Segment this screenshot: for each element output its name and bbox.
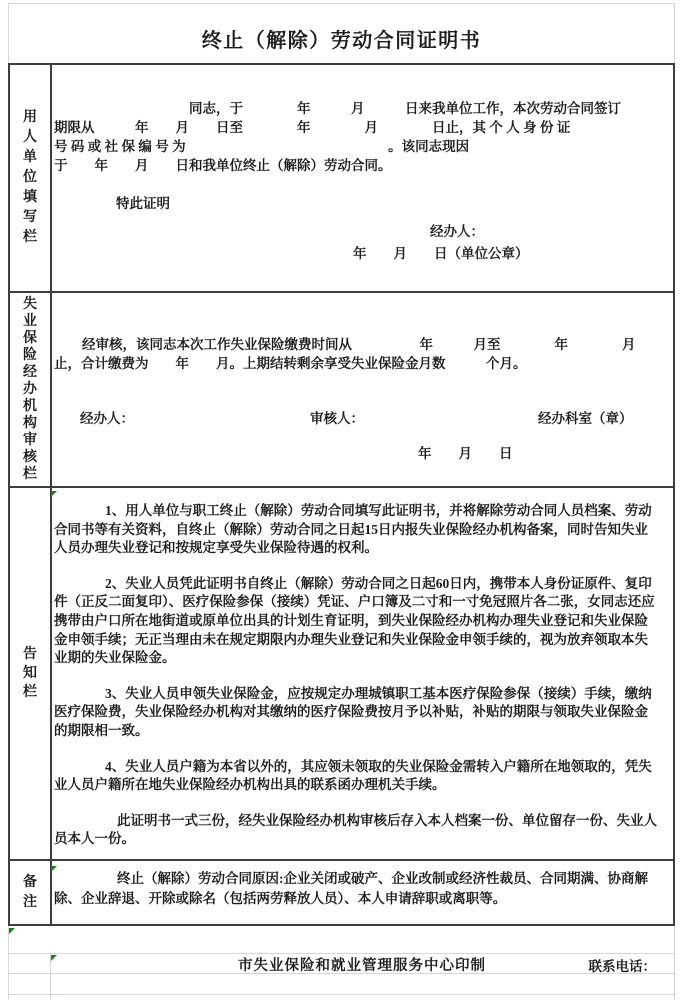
notice-text-block bbox=[52, 488, 673, 849]
cell-indicator-triangle-icon bbox=[51, 491, 57, 497]
notice-section-label: 告 知 栏 bbox=[23, 646, 37, 700]
insurance-text-block bbox=[52, 293, 673, 373]
footer-row[interactable] bbox=[52, 954, 672, 974]
gridline bbox=[8, 994, 675, 995]
cell-indicator-triangle-icon bbox=[9, 928, 15, 934]
insurance-line-2: 止，合计缴费为 年 月。上期结转剩余享受失业保险金月数 个月。 bbox=[54, 356, 527, 371]
insurance-date-line: 年 月 日 bbox=[418, 446, 513, 461]
remarks-section-label: 备 注 bbox=[23, 874, 37, 910]
employer-line-3: 号 码 或 社 保 编 号 为 。该同志现因 bbox=[54, 139, 470, 154]
insurance-handler-label: 经办人： bbox=[80, 411, 134, 426]
cell-indicator-triangle-icon bbox=[51, 866, 57, 872]
page-title: 终止（解除）劳动合同证明书 bbox=[201, 30, 482, 52]
table-row bbox=[10, 859, 673, 924]
notice-section-label-cell[interactable] bbox=[10, 488, 52, 859]
form-table bbox=[8, 63, 675, 926]
table-row bbox=[10, 486, 673, 859]
remarks-text-block bbox=[52, 861, 673, 908]
notice-paragraph-5: 此证明书一式三份，经失业保险经办机构审核后存入本人档案一份、单位留存一份、失业人员本人一份。 bbox=[54, 812, 657, 847]
employer-date-seal-line: 年 月 日（单位公章） bbox=[353, 246, 529, 261]
employer-text-block bbox=[52, 65, 673, 213]
insurance-reviewer-label: 审核人： bbox=[310, 411, 364, 426]
table-row bbox=[10, 65, 673, 291]
remarks-section-label-cell[interactable] bbox=[10, 861, 52, 924]
printed-by-label: 市失业保险和就业管理服务中心印制 bbox=[238, 958, 486, 974]
insurance-line-1: 经审核，该同志本次工作失业保险缴费时间从 年 月至 年 月 bbox=[82, 337, 636, 352]
remarks-content-cell[interactable] bbox=[52, 861, 673, 924]
employer-line-2: 期限从 年 月 日至 年 月 日止，其 个 人 身 份 证 bbox=[54, 120, 571, 135]
employer-content-cell[interactable] bbox=[52, 65, 673, 291]
employer-section-label: 用 人 单 位 填 写 栏 bbox=[23, 110, 37, 245]
notice-paragraph-3: 3、失业人员申领失业保险金，应按规定办理城镇职工基本医疗保险参保（接续）手续，缴纳医疗保险费，失业保险经办机构对其缴纳的医疗保险费按月予以补贴，补贴的期限与领取失业保险金的期限相一致。 bbox=[54, 685, 652, 738]
certify-statement: 特此证明 bbox=[116, 196, 170, 211]
remarks-text: 终止（解除）劳动合同原因:企业关闭或破产、企业改制或经济性裁员、合同期满、协商解除、企业辞退、开除或除名（包括两劳释放人员）、本人申请辞职或离职等。 bbox=[54, 871, 648, 906]
notice-paragraph-1: 1、用人单位与职工终止（解除）劳动合同填写此证明书，并将解除劳动合同人员档案、劳动合同书等有关资料，自终止（解除）劳动合同之日起15日内报失业保险经办机构备案，同时告知失业人员办理失业登记和按规定享受失业保险待遇的权利。 bbox=[54, 503, 652, 556]
insurance-section-label: 失 业 保 险 经 办 机 构 审 核 栏 bbox=[23, 296, 37, 482]
employer-handler-label: 经办人： bbox=[430, 224, 484, 239]
employer-line-4: 于 年 月 日和我单位终止（解除）劳动合同。 bbox=[54, 158, 392, 173]
contact-phone-label: 联系电话： bbox=[588, 959, 656, 974]
notice-paragraph-4: 4、失业人员户籍为本省以外的，其应领未领取的失业保险金需转入户籍所在地领取的，凭失业人员户籍所在地失业保险经办机构出具的联系函办理机关手续。 bbox=[54, 758, 652, 793]
insurance-content-cell[interactable] bbox=[52, 293, 673, 486]
employer-section-label-cell[interactable] bbox=[10, 65, 52, 291]
employer-line-1: 同志，于 年 月 日来我单位工作，本次劳动合同签订 bbox=[189, 101, 621, 116]
notice-paragraph-2: 2、失业人员凭此证明书自终止（解除）劳动合同之日起60日内，携带本人身份证原件、复印件（正反二面复印）、医疗保险参保（接续）凭证、户口簿及二寸和一寸免冠照片各二张，女同志还应携带由户口所在地街道或原单位出具的计划生育证明，到失业保险经办机构办理失业登记和失业保险金申领手续；无正当理由未在规定期限内办理失业登记和失业保险金申领手续的，视为放弃领取本失业期的失业保险金。 bbox=[54, 575, 655, 666]
table-row bbox=[10, 291, 673, 486]
insurance-office-label: 经办科室（章） bbox=[538, 411, 633, 426]
notice-content-cell[interactable] bbox=[52, 488, 673, 859]
cell-indicator-triangle-icon bbox=[51, 955, 57, 961]
gridline bbox=[8, 3, 675, 4]
insurance-section-label-cell[interactable] bbox=[10, 293, 52, 486]
